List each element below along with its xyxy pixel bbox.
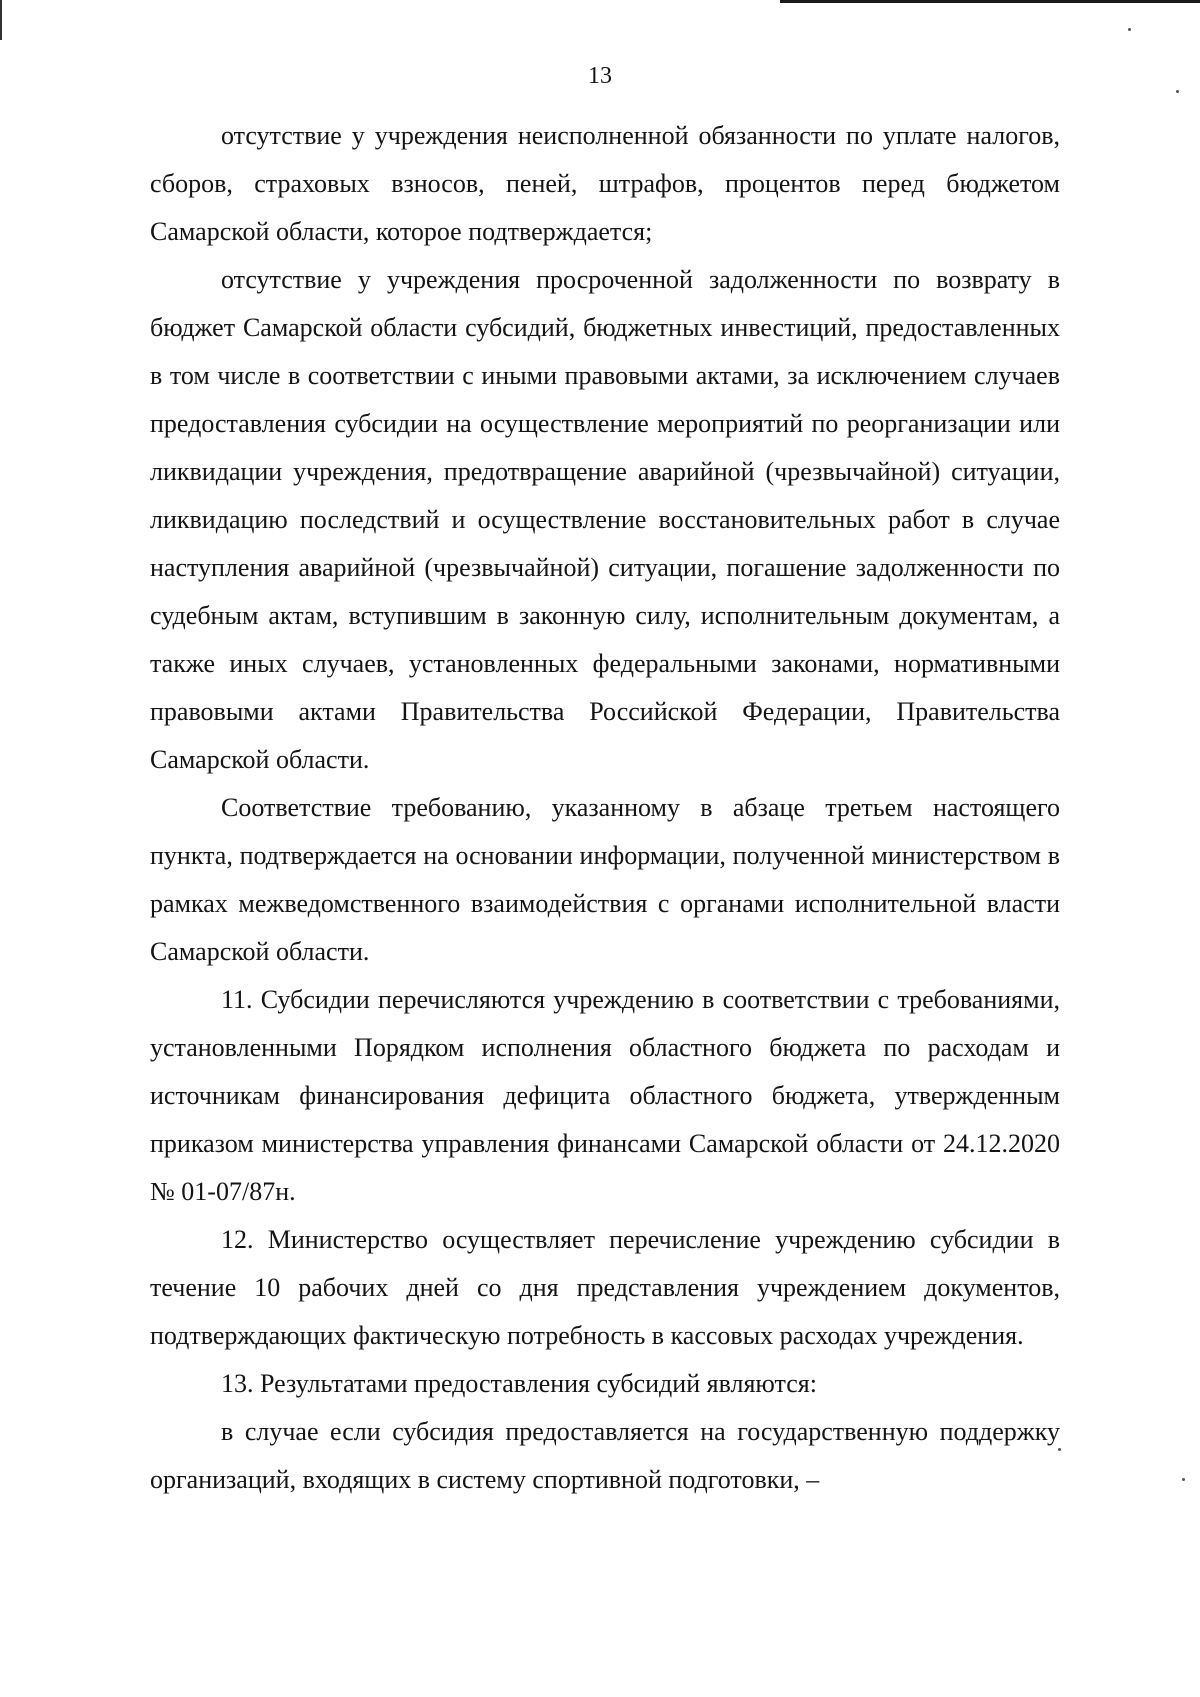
document-body [150, 112, 1060, 1504]
paragraph-sports-support: в случае если субсидия предоставляется на государственную поддержку организаций, входящих в систему спортивной подготовки, – [150, 1417, 1060, 1494]
paragraph-item-13: 13. Результатами предоставления субсидий являются: [221, 1369, 817, 1398]
scan-left-edge [0, 0, 2, 40]
page-number: 13 [588, 63, 612, 89]
scan-speck [1058, 1448, 1061, 1451]
scan-top-rule [780, 0, 1200, 3]
paragraph-overdue-debt: отсутствие у учреждения просроченной задолженности по возврату в бюджет Самарской области субсидий, бюджетных инвестиций, предоставленных в том числе в соответствии с иными правовыми актами, за исключением случаев предоставления субсидии на осуществление мероприятий по реорганизации или ликвидации учреждения, предотвращение аварийной (чрезвычайной) ситуации, ликвидацию последствий и осуществление восстановительных работ в случае наступления аварийной (чрезвычайной) ситуации, погашение задолженности по судебным актам, вступившим в законную силу, исполнительным документам, а также иных случаев, установленных федеральными законами, нормативными правовыми актами Правительства Российской Федерации, Правительства Самарской области. [150, 265, 1060, 774]
paragraph-compliance-confirmation: Соответствие требованию, указанному в абзаце третьем настоящего пункта, подтверждается на основании информации, полученной министерством в рамках межведомственного взаимодействия с органами исполнительной власти Самарской области. [150, 793, 1060, 966]
paragraph-tax-arrears: отсутствие у учреждения неисполненной обязанности по уплате налогов, сборов, страховых взносов, пеней, штрафов, процентов перед бюджетом Самарской области, которое подтверждается; [150, 121, 1060, 246]
scan-speck [1176, 90, 1179, 93]
paragraph-item-12: 12. Министерство осуществляет перечисление учреждению субсидии в течение 10 рабочих дней со дня представления учреждением документов, подтверждающих фактическую потребность в кассовых расходах учреждения. [150, 1225, 1060, 1350]
scan-speck [1182, 1478, 1185, 1481]
paragraph-item-11: 11. Субсидии перечисляются учреждению в соответствии с требованиями, установленными Порядком исполнения областного бюджета по расходам и источникам финансирования дефицита областного бюджета, утвержденным приказом министерства управления финансами Самарской области от 24.12.2020 № 01-07/87н. [150, 985, 1060, 1206]
scan-speck [1128, 28, 1131, 31]
